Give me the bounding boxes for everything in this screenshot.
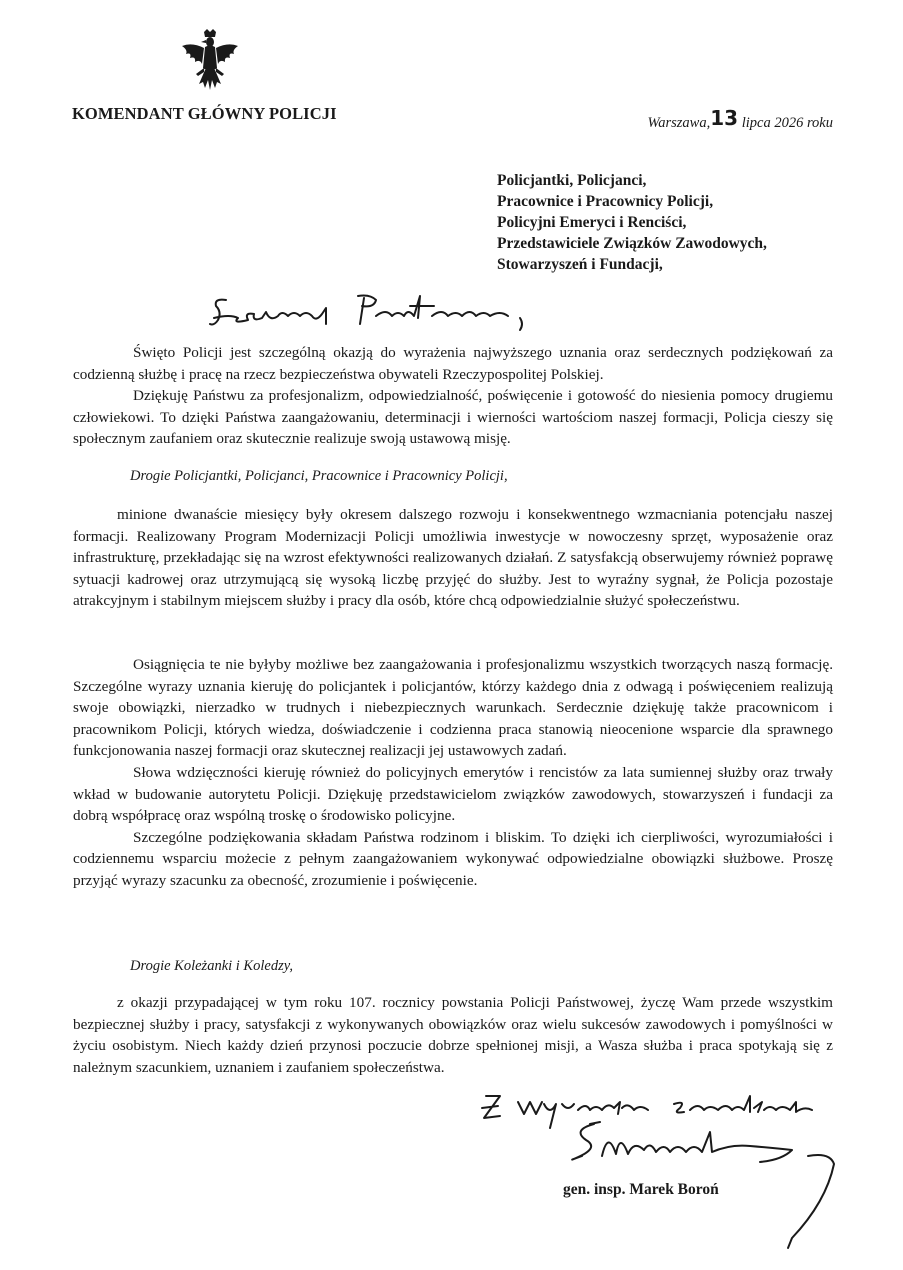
greeting-1: Drogie Policjantki, Policjanci, Pracownice i Pracownicy Policji, [130,468,508,484]
addressees [497,170,767,275]
paragraph: Osiągnięcia te nie byłyby możliwe bez zaangażowania i profesjonalizmu wszystkich tworzących naszą formację. Szczególne wyrazy uznania kieruję do policjantek i policjantów, którzy każdego dnia z odwagą i poświęceniem realizują swoje obowiązki, nierzadko w trudnych i niebezpiecznych warunkach. Serdecznie dziękuję także pracownicom i pracownikom Policji, których wiedza, doświadczenie i codzienna praca stanowią nieocenione wsparcie dla sprawnego funkcjonowania naszej formacji oraz skutecznej realizacji jej ustawowych zadań. [73,656,833,760]
month-year: lipca 2026 roku [741,115,833,131]
handwritten-day: 13 [710,106,739,130]
paragraph: Święto Policji jest szczególną okazją do wyrażenia najwyższego uznania oraz serdecznych podziękowań za codzienną służbę i pracę na rzecz bezpieczeństwa obywateli Rzeczypospolitej Polskiej. [73,344,833,383]
paragraph: Słowa wdzięczności kieruję również do policyjnych emerytów i rencistów za lata sumiennej służby oraz trwały wkład w budowanie autorytetu Policji. Dziękuję przedstawicielom związków zawodowych, stowarzyszeń i fundacji za dobrą współpracę oraz wspólną troskę o środowisko policyjne. [73,763,833,825]
institution-title: KOMENDANT GŁÓWNY POLICJI [72,104,337,123]
signer-name: gen. insp. Marek Boroń [563,1181,719,1198]
addressee-line: Stowarzyszeń i Fundacji, [497,256,663,273]
place-date [648,108,834,132]
intro-paragraphs [73,342,833,450]
section-3 [73,992,833,1078]
addressee-line: Pracownice i Pracownicy Policji, [497,193,714,210]
handwritten-salutation [208,288,548,338]
section-1 [73,504,833,612]
paragraph: minione dwanaście miesięcy były okresem dalszego rozwoju i konsekwentnego wzmacniania potencjału naszej formacji. Realizowany Program Modernizacji Policji umożliwia inwestycje w nowoczesny sprzęt, wyposażenie oraz infrastrukturę, przekładając się na wzrost efektywności realizowanych działań. Z satysfakcją obserwujemy również poprawę sytuacji kadrowej oraz utrzymującą się wysoką liczbę przyjęć do służby. Jest to wyraźny sygnał, że Policja pozostaje atrakcyjnym i stabilnym miejscem służby i pracy dla osób, które chcą odpowiedzialnie służyć społeczeństwu. [73,506,833,610]
addressee-line: Policjantki, Policjanci, [497,172,647,189]
addressee-line: Policyjni Emeryci i Renciści, [497,214,687,231]
place: Warszawa, [647,115,711,131]
addressee-line: Przedstawiciele Związków Zawodowych, [497,235,767,252]
section-2 [73,654,833,892]
paragraph: Dziękuję Państwu za profesjonalizm, odpowiedzialność, poświęcenie i gotowość do niesienia pomocy drugiemu człowiekowi. To dzięki Państwa zaangażowaniu, determinacji i wierności wartościom naszej formacji, Policja cieszy się społecznym zaufaniem oraz skutecznie realizuje swoją ustawową misję. [73,387,833,448]
paragraph: z okazji przypadającej w tym roku 107. rocznicy powstania Policji Państwowej, życzę Wam przede wszystkim bezpiecznej służby i pracy, satysfakcji z wykonywanych obowiązków oraz wielu sukcesów zawodowych i pomyślności w życiu osobistym. Niech każdy dzień przynosi poczucie dobrze spełnionej misji, a Wasza służba i praca spotykają się z należnym szacunkiem, uznaniem i zaufaniem społeczeństwa. [73,994,833,1076]
eagle-emblem-icon [180,28,240,92]
paragraph: Szczególne podziękowania składam Państwa rodzinom i bliskim. To dzięki ich cierpliwości, wyrozumiałości i codziennemu wsparciu możecie z pełnym zaangażowaniem wykonywać odpowiedzialne obowiązki służbowe. Proszę przyjąć wyrazy szacunku za obecność, zrozumienie i poświęcenie. [73,828,833,889]
greeting-2: Drogie Koleżanki i Koledzy, [130,958,293,974]
